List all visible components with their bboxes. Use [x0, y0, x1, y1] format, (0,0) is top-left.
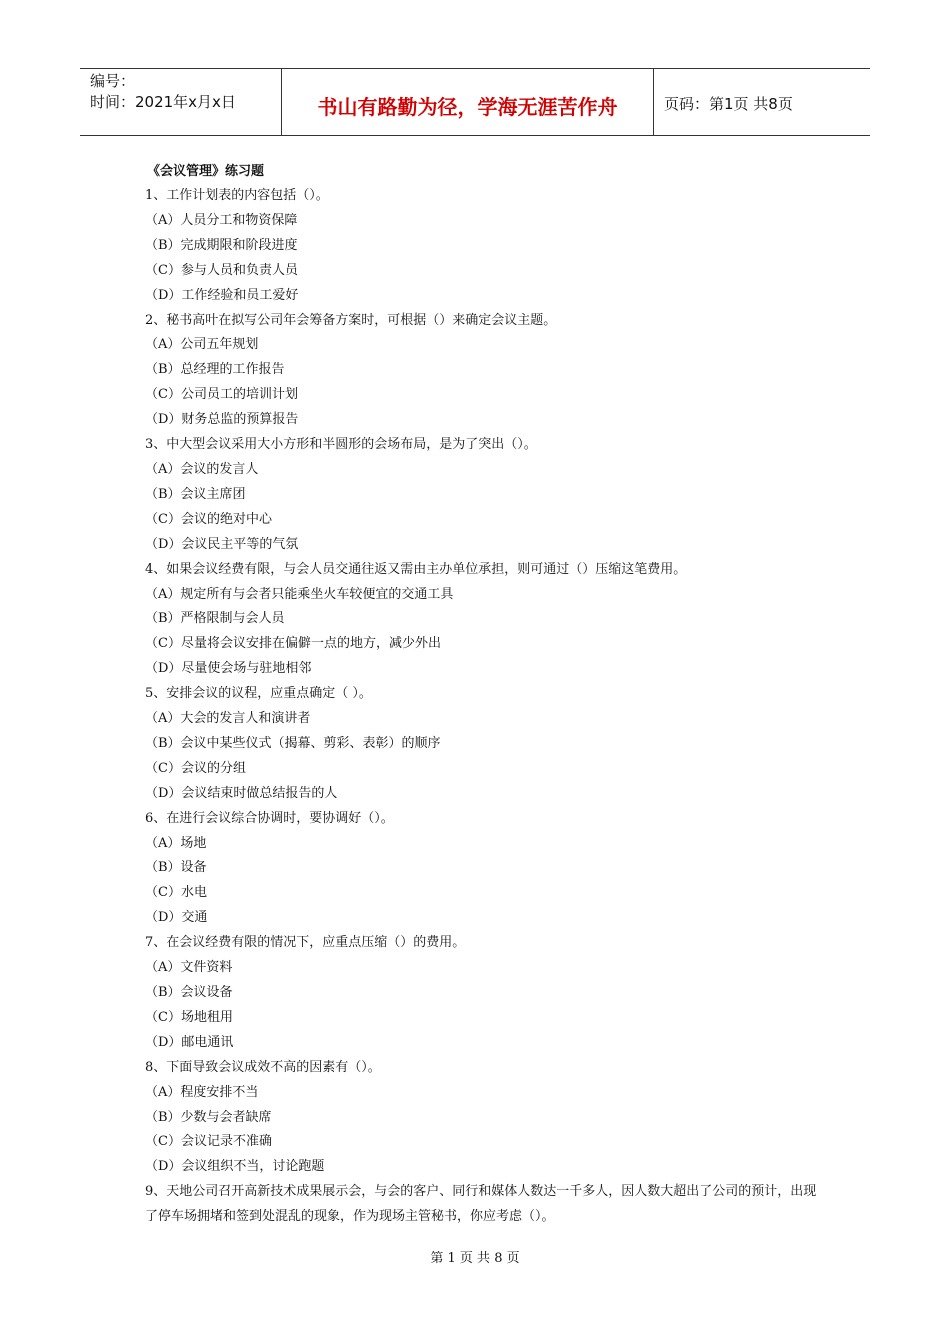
number-label: 编号： [90, 72, 136, 90]
question-list [145, 184, 825, 1230]
answer-option: （C）水电 [145, 885, 207, 901]
answer-option: （C）参与人员和负责人员 [145, 262, 298, 278]
answer-option: （A）程度安排不当 [145, 1084, 259, 1100]
answer-option: （D）会议组织不当，讨论跑题 [145, 1159, 325, 1175]
answer-option: （B）会议中某些仪式（揭幕、剪彩、表彰）的顺序 [145, 735, 441, 751]
answer-option: （A）人员分工和物资保障 [145, 212, 298, 228]
answer-option: （A）场地 [145, 835, 207, 851]
answer-option: （D）会议民主平等的气氛 [145, 536, 299, 552]
header-motto: 书山有路勤为径，学海无涯苦作舟 [282, 69, 654, 135]
answer-option: （A）大会的发言人和演讲者 [145, 711, 311, 727]
answer-option: （A）会议的发言人 [145, 461, 259, 477]
answer-option: （A）公司五年规划 [145, 337, 259, 353]
answer-option: （B）严格限制与会人员 [145, 611, 285, 627]
answer-option: （C）会议的分组 [145, 760, 246, 776]
answer-option: （C）会议记录不准确 [145, 1134, 272, 1150]
document-body [145, 160, 825, 1230]
answer-option: （D）交通 [145, 910, 208, 926]
question-text: 9、天地公司召开高新技术成果展示会，与会的客户、同行和媒体人数达一千多人，因人数大超出了公司的预计，出现了停车场拥堵和签到处混乱的现象，作为现场主管秘书，你应考虑（）。 [145, 1184, 817, 1225]
time-label: 时间：2021年x月x日 [90, 93, 236, 111]
answer-option: （B）会议设备 [145, 985, 233, 1000]
question-text: 1、工作计划表的内容包括（）。 [145, 188, 329, 203]
question-text: 2、秘书高叶在拟写公司年会筹备方案时，可根据（）来确定会议主题。 [145, 312, 557, 328]
page-header [80, 68, 870, 136]
answer-option: （C）会议的绝对中心 [145, 511, 272, 527]
page-footer: 第 1 页 共 8 页 [430, 1251, 520, 1266]
question-text: 8、下面导致会议成效不高的因素有（）。 [145, 1059, 381, 1075]
answer-option: （D）邮电通讯 [145, 1034, 234, 1050]
answer-option: （C）尽量将会议安排在偏僻一点的地方，减少外出 [145, 636, 441, 652]
header-meta [80, 69, 282, 135]
answer-option: （D）财务总监的预算报告 [145, 412, 299, 428]
question-text: 7、在会议经费有限的情况下，应重点压缩（）的费用。 [145, 935, 466, 951]
question-text: 5、安排会议的议程，应重点确定（ ）。 [145, 686, 372, 702]
question-text: 3、中大型会议采用大小方形和半圆形的会场布局，是为了突出（）。 [145, 437, 537, 453]
answer-option: （D）会议结束时做总结报告的人 [145, 785, 338, 801]
answer-option: （B）设备 [145, 860, 207, 876]
answer-option: （B）总经理的工作报告 [145, 362, 285, 378]
answer-option: （C）公司员工的培训计划 [145, 387, 298, 403]
question-text: 6、在进行会议综合协调时，要协调好（）。 [145, 810, 394, 826]
header-page-label: 页码：第1页 共8页 [664, 94, 793, 113]
question-text: 4、如果会议经费有限，与会人员交通往返又需由主办单位承担，则可通过（）压缩这笔费用。 [145, 561, 687, 577]
answer-option: （C）场地租用 [145, 1009, 233, 1025]
answer-option: （D）尽量使会场与驻地相邻 [145, 661, 312, 677]
answer-option: （A）文件资料 [145, 960, 233, 976]
document-title: 《会议管理》练习题 [147, 164, 265, 179]
answer-option: （D）工作经验和员工爱好 [145, 287, 299, 303]
answer-option: （A）规定所有与会者只能乘坐火车较便宜的交通工具 [145, 586, 454, 602]
answer-option: （B）少数与会者缺席 [145, 1109, 272, 1125]
answer-option: （B）会议主席团 [145, 486, 246, 502]
answer-option: （B）完成期限和阶段进度 [145, 237, 298, 253]
